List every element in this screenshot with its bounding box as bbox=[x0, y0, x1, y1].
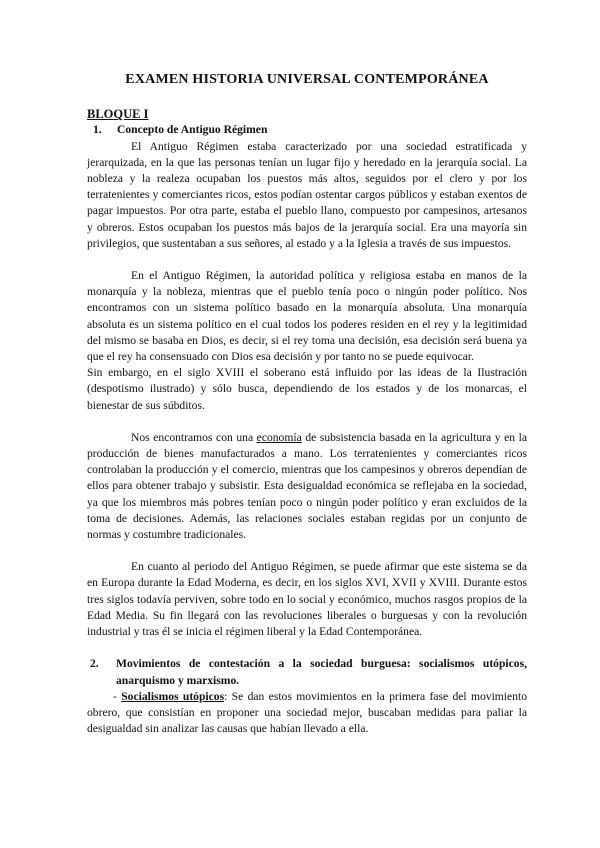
socialismos-utopicos-item bbox=[87, 689, 527, 738]
section-1-heading bbox=[87, 122, 527, 138]
paragraph-3: Sin embargo, en el siglo XVIII el soberano está influido por las ideas de la Ilustración (despotismo ilustrado) y sólo busca, dependiendo de los estados y de los monarcas, el bienestar de sus súbditos. bbox=[87, 366, 527, 412]
paragraph-4-rest: de subsistencia basada en la agricultura y en la producción de bienes manufacturados a mano. Los terratenientes y comerciantes ricos controlaban la producción y el comercio, mientras que los campesinos y obreros dependían de ellos para obtener trabajo y subsistir. Esta desigualdad económica se reflejaba en la sociedad, ya que los miembros más pobres tenían poco o ningún poder político y eran excluidos de la toma de decisiones. Además, las relaciones sociales estaban regidas por un conjunto de normas y costumbre tradicionales. bbox=[87, 430, 527, 542]
paragraph-4-start: Nos encontramos con una bbox=[131, 430, 257, 444]
socialismos-utopicos-text: : Se dan estos movimientos en la primera fase del movimiento obrero, que consistían en proponer una sociedad mejor, buscaban medidas para paliar la desigualdad sin analizar las causas que habían llevado a ella. bbox=[87, 689, 527, 736]
paragraph-1: El Antiguo Régimen estaba caracterizado por una sociedad estratificada y jerarquizada, en la que las personas tenían un lugar fijo y heredado en la jerarquía social. La nobleza y la realeza ocupaban los puestos más altos, seguidos por el clero y por los terratenientes y comerciantes ricos, estos podían ostentar cargos públicos y estaban exentos de pagar impuestos. Por otra parte, estaba el pueblo llano, compuesto por campesinos, artesanos y obreros. Estos ocupaban los puestos más bajos de la jerarquía social. Era una mayoría sin privilegios, que sustentaban a sus señores, al estado y a la Iglesia a través de sus impuestos. bbox=[87, 139, 527, 250]
section-2-heading bbox=[87, 656, 527, 688]
section-2-title: Movimientos de contestación a la sociedad burguesa: socialismos utópicos, anarquismo y marxismo. bbox=[116, 657, 527, 687]
socialismos-utopicos-term: Socialismos utópicos bbox=[121, 689, 225, 703]
item-dash: - bbox=[113, 689, 122, 703]
paragraph-2: En el Antiguo Régimen, la autoridad política y religiosa estaba en manos de la monarquía y la nobleza, mientras que el pueblo tenía poco o ningún poder político. Nos encontramos con un sistema político basado en la monarquía absoluta. Una monarquía absoluta es un sistema político en el cual todos los poderes residen en el rey y la legitimidad del mismo se basaba en Dios, es decir, si el rey toma una decisión, esa decisión será buena ya que el rey ha consensuado con Dios esa decisión y por tanto no se puede equivocar. bbox=[87, 269, 527, 364]
section-1-title: Concepto de Antiguo Régimen bbox=[117, 123, 268, 137]
document-title: EXAMEN HISTORIA UNIVERSAL CONTEMPORÁNEA bbox=[125, 72, 489, 87]
paragraph-5: En cuanto al periodo del Antiguo Régimen, se puede afirmar que este sistema se da en Europa durante la Edad Moderna, es decir, en los siglos XVI, XVII y XVIII. Durante estos tres siglos todavía perviven, sobre todo en lo social y económico, muchos rasgos propios de la Edad Media. Su fin llegará con las revoluciones liberales o burguesas y con la revolución industrial y tras él se inicia el régimen liberal y la Edad Contemporánea. bbox=[87, 560, 527, 639]
section-2-number: 2. bbox=[90, 657, 99, 671]
paragraph-4 bbox=[87, 430, 527, 543]
economia-link[interactable]: economía bbox=[256, 430, 302, 444]
section-1-number: 1. bbox=[93, 123, 102, 137]
block-title: BLOQUE I bbox=[87, 107, 149, 122]
